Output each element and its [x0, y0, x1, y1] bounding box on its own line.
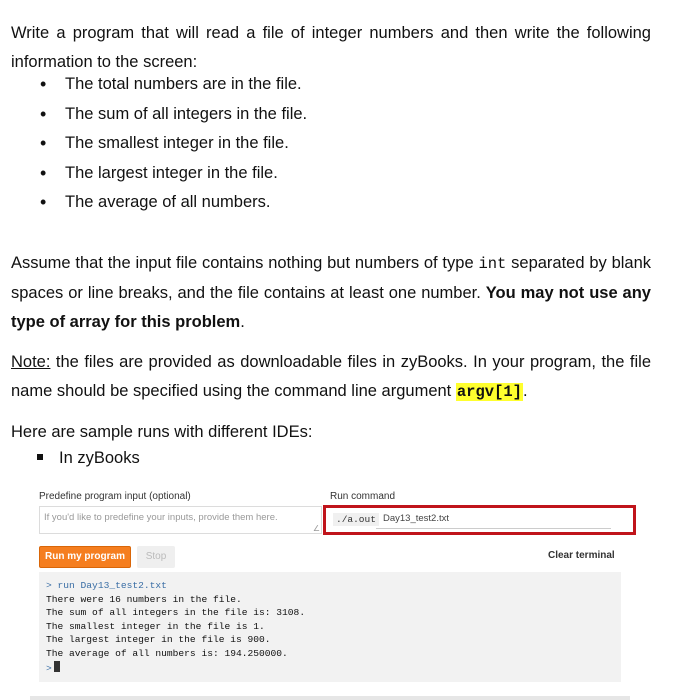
square-bullet-icon [37, 454, 43, 460]
resize-handle-icon[interactable]: ∠ [312, 524, 320, 533]
note-period: . [522, 381, 528, 400]
predefine-input-field[interactable] [39, 506, 322, 534]
list-item: • The smallest integer in the file. [40, 129, 307, 159]
ide-item [37, 444, 140, 472]
list-item: • The total numbers are in the file. [40, 70, 307, 100]
list-item: • The average of all numbers. [40, 188, 307, 218]
samples-heading: Here are sample runs with different IDEs: [11, 422, 313, 441]
ide-item-label: In zyBooks [59, 449, 140, 467]
terminal-cursor[interactable] [54, 661, 60, 672]
list-item: • The largest integer in the file. [40, 159, 307, 189]
terminal-line: The largest integer in the file is 900. [46, 634, 271, 646]
terminal-line: The sum of all integers in the file is: 3108. [46, 607, 306, 619]
no-array-emphasis: You may not use any type of array for this problem [11, 283, 651, 331]
note-text: the files are provided as downloadable files in zyBooks. In your program, the file name should be specified using the command line argument [11, 352, 651, 400]
widget-bottom-bar [30, 696, 630, 700]
assume-paragraph [11, 249, 651, 337]
terminal-line: The smallest integer in the file is 1. [46, 620, 265, 632]
terminal-output [39, 572, 621, 682]
input-placeholder: If you'd like to predefine your inputs, provide them here. [44, 512, 278, 523]
int-code: int [478, 254, 507, 273]
assume-text: Assume that the input file contains nothing but numbers of type [11, 253, 479, 272]
run-command-field[interactable] [323, 505, 636, 535]
run-command-file[interactable]: Day13_test2.txt [383, 513, 450, 524]
assume-text-2: separated by blank spaces or line breaks, and the file contains at least one number. [11, 253, 652, 302]
list-item: • The sum of all integers in the file. [40, 100, 307, 130]
note-paragraph [11, 348, 651, 407]
intro-paragraph: Write a program that will read a file of integer numbers and then write the following information to the screen: [11, 23, 651, 71]
argv-code: argv[1] [456, 382, 522, 401]
note-label: Note: [11, 352, 51, 371]
terminal-prompt: > [46, 662, 52, 674]
run-program-button[interactable]: Run my program [39, 546, 131, 568]
run-command-label: Run command [330, 491, 396, 502]
clear-terminal-button[interactable]: Clear terminal [548, 550, 615, 561]
terminal-command: > run Day13_test2.txt [46, 580, 167, 591]
stop-button[interactable]: Stop [137, 546, 175, 568]
zybooks-widget [30, 486, 640, 700]
terminal-line: The average of all numbers is: 194.250000. [46, 647, 288, 659]
run-command-prefix: ./a.out [333, 513, 379, 526]
requirements-list [40, 70, 307, 218]
assume-period: . [240, 312, 245, 331]
terminal-line: There were 16 numbers in the file. [46, 593, 242, 605]
predefine-input-label: Predefine program input (optional) [39, 491, 191, 502]
run-command-underline [376, 528, 611, 529]
